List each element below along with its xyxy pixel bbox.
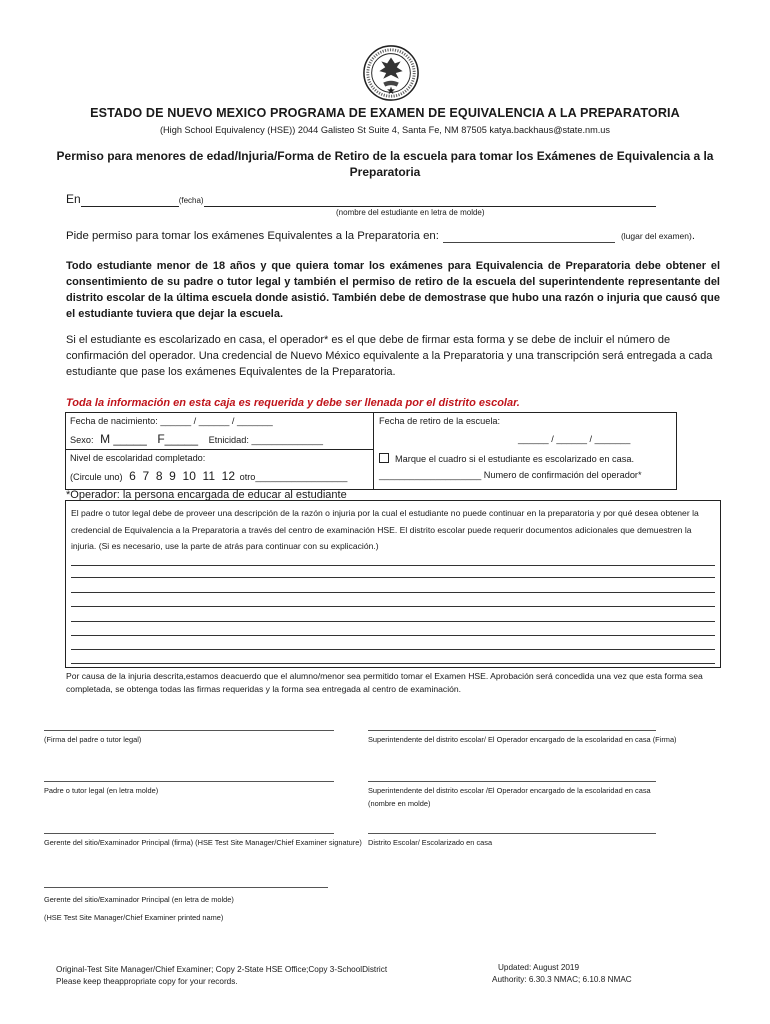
request-text: Pide permiso para tomar los exámenes Equivalentes a la Preparatoria en: — [66, 230, 439, 242]
manager-print-sublabel: (HSE Test Site Manager/Chief Examiner printed name) — [44, 913, 224, 922]
student-name-input-line[interactable] — [204, 192, 656, 207]
district-label: Distrito Escolar/ Escolarizado en casa — [368, 838, 493, 847]
superintendent-signature-line[interactable] — [368, 730, 656, 731]
ethnicity-field[interactable]: Etnicidad: ______________ — [208, 435, 324, 445]
explanation-line[interactable] — [71, 592, 715, 593]
explanation-line[interactable] — [71, 663, 715, 664]
explanation-line[interactable] — [71, 577, 715, 578]
superintendent-print-line[interactable] — [368, 781, 656, 782]
parent-print-line[interactable] — [44, 781, 334, 782]
operator-confirmation-field[interactable]: ____________________ — [379, 470, 482, 480]
superintendent-print-sublabel: (nombre en molde) — [368, 799, 431, 808]
grade-level-label: Nivel de escolaridad completado: — [70, 453, 206, 463]
date-input-line[interactable] — [81, 192, 179, 207]
grade-row — [70, 469, 347, 483]
explanation-line[interactable] — [71, 565, 715, 566]
superintendent-signature-label: Superintendente del distrito escolar/ El Operador encargado de la escolaridad en casa (Firma) — [368, 735, 677, 744]
parent-print-label: Padre o tutor legal (en letra molde) — [44, 786, 159, 795]
explanation-line[interactable] — [71, 649, 715, 650]
state-seal-icon — [362, 44, 420, 102]
grade-options[interactable]: 6 7 8 9 10 11 12 — [129, 469, 236, 483]
agreement-paragraph: Por causa de la injuria descrita,estamos deacuerdo que el alumno/menor sea permitido tomar el Examen HSE. Aprobación será concedida una vez que esta forma sea completada, se obtenga todas las firmas requeridas y la forma sea entregada al centro de examinación. — [66, 671, 703, 694]
manager-signature-line[interactable] — [44, 833, 334, 834]
birth-date-field[interactable]: Fecha de nacimiento: ______ / ______ / _______ — [70, 416, 273, 426]
homeschool-check-row — [379, 453, 634, 464]
explanation-line[interactable] — [71, 621, 715, 622]
circle-one-label: (Circule uno) — [70, 472, 123, 482]
sex-ethnicity-row — [70, 432, 323, 446]
requirements-paragraph: Todo estudiante menor de 18 años y que quiera tomar los exámenes para Equivalencia de Preparatoria debe obtener el consentimiento de su padre o tutor legal y también el permiso de retiro de la escuela del superintendente representante del distrito escolar de la última escuela donde asistió. También debe de demostrase que hubo una razón o injuria que causó que el estudiante tuviera que dejar la escuela. — [66, 260, 720, 320]
operator-note: *Operador: la persona encargada de educar al estudiante — [66, 489, 347, 501]
district-line[interactable] — [368, 833, 656, 834]
exam-location-caption: (lugar del examen) — [620, 231, 692, 241]
program-address: (High School Equivalency (HSE)) 2044 Galisteo St Suite 4, Santa Fe, NM 87505 katya.backhaus@state.nm.us — [159, 125, 611, 135]
fecha-label: (fecha) — [178, 196, 204, 205]
copies-note: Please keep theappropriate copy for your records. — [56, 977, 238, 986]
other-grade-field[interactable]: otro__________________ — [239, 472, 348, 482]
withdrawal-date-label: Fecha de retiro de la escuela: — [379, 416, 501, 426]
manager-print-line[interactable] — [44, 887, 328, 888]
explanation-line[interactable] — [71, 606, 715, 607]
exam-location-input-line[interactable] — [443, 230, 615, 243]
form-title: Permiso para menores de edad/Injuria/Forma de Retiro de la escuela para tomar los Exámenes de Equivalencia a la Preparatoria — [56, 149, 714, 179]
operator-confirmation-label: Numero de confirmación del operador* — [483, 470, 642, 480]
parent-signature-label: (Firma del padre o tutor legal) — [44, 735, 142, 744]
copies-distribution: Original-Test Site Manager/Chief Examiner; Copy 2-State HSE Office;Copy 3-SchoolDistrict — [56, 965, 388, 974]
superintendent-print-label: Superintendente del distrito escolar /El Operador encargado de la escolaridad en casa — [368, 786, 651, 795]
homeschool-paragraph: Si el estudiante es escolarizado en casa, el operador* es el que debe de firmar esta forma y se debe de incluir el número de confirmación del operador. Una credencial de Nuevo México equivalente a la Preparatoria y una transcripción será entregada a cada estudiante que pase los exámenes Equivalentes de la Preparatoria. — [66, 334, 713, 378]
authority-reference: Authority: 6.30.3 NMAC; 6.10.8 NMAC — [492, 975, 632, 984]
manager-print-label: Gerente del sitio/Examinador Principal (en letra de molde) — [44, 895, 234, 904]
district-box-heading: Toda la información en esta caja es requerida y debe ser llenada por el distrito escolar. — [66, 397, 520, 409]
explanation-line[interactable] — [71, 635, 715, 636]
sex-m-field[interactable]: M _____ — [100, 432, 147, 446]
sex-label: Sexo: — [70, 435, 94, 445]
homeschool-check-label: Marque el cuadro si el estudiante es escolarizado en casa. — [395, 454, 635, 464]
parent-signature-line[interactable] — [44, 730, 334, 731]
sex-f-field[interactable]: F_____ — [157, 432, 199, 446]
homeschool-checkbox[interactable] — [379, 453, 389, 463]
updated-date: Updated: August 2019 — [498, 963, 580, 972]
student-name-caption: (nombre del estudiante en letra de molde) — [336, 208, 485, 217]
en-label: En — [66, 192, 81, 206]
manager-signature-label: Gerente del sitio/Examinador Principal (firma) (HSE Test Site Manager/Chief Examiner signature) — [44, 838, 362, 847]
document-title: ESTADO DE NUEVO MEXICO PROGRAMA DE EXAMEN DE EQUIVALENCIA A LA PREPARATORIA — [90, 106, 680, 120]
request-line: Pide permiso para tomar los exámenes Equivalentes a la Preparatoria en: (lugar del examen). — [66, 230, 695, 242]
withdrawal-date-field[interactable]: ______ / ______ / _______ — [518, 434, 631, 444]
district-info-box — [65, 412, 677, 490]
injury-explanation-box[interactable] — [65, 500, 721, 668]
injury-instructions: El padre o tutor legal debe de proveer una descripción de la razón o injuria por la cual el estudiante no puede continuar en la preparatoria y por qué desea obtener la credencial de Equivalencia a la Preparatoria a través del centro de examinación HSE. El distrito escolar puede requerir documentos adicionales que demuestren la injuria. (Si es necesario, use la parte de atrás para continuar con su explicación.) — [71, 508, 699, 551]
date-name-line — [66, 192, 656, 207]
operator-confirmation-row — [379, 470, 642, 480]
